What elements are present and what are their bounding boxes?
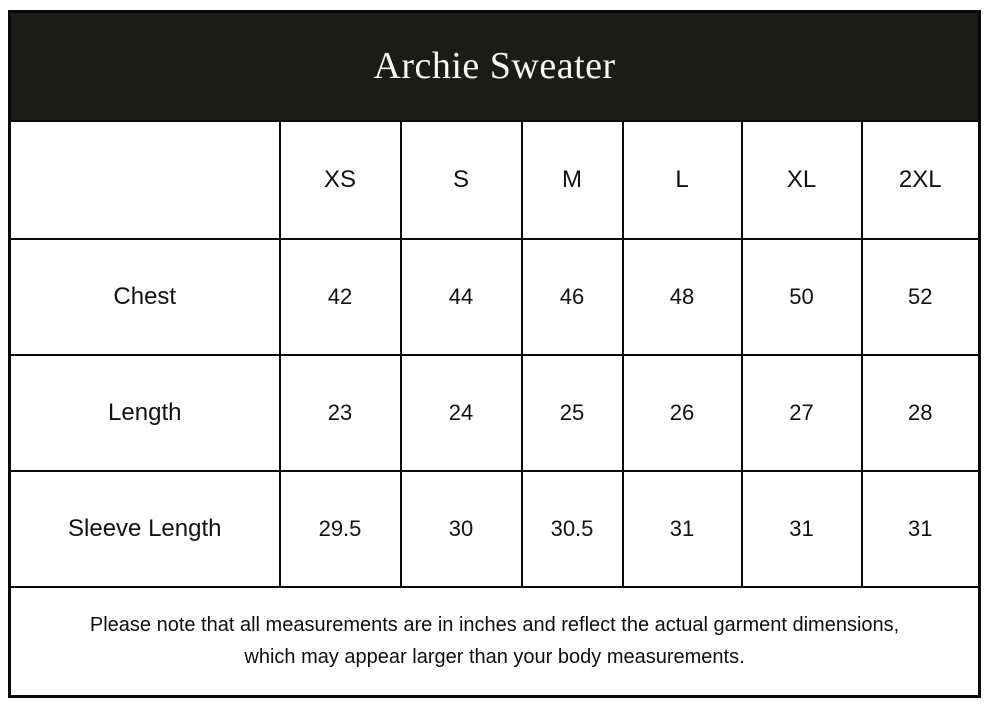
table-row-length <box>10 355 980 471</box>
size-chart-table <box>8 10 981 698</box>
measurement-value: 31 <box>742 471 862 587</box>
corner-cell <box>10 121 280 239</box>
measurement-value: 29.5 <box>280 471 401 587</box>
footnote <box>10 587 980 697</box>
measurement-value: 44 <box>401 239 522 355</box>
measurement-value: 25 <box>522 355 623 471</box>
size-chart <box>8 10 978 697</box>
title-row <box>10 12 980 121</box>
measurement-value: 31 <box>862 471 980 587</box>
table-row-sleeve-length <box>10 471 980 587</box>
measurement-value: 28 <box>862 355 980 471</box>
footnote-row <box>10 587 980 697</box>
size-column-header-l: L <box>623 121 742 239</box>
size-column-header-2xl: 2XL <box>862 121 980 239</box>
measurement-value: 27 <box>742 355 862 471</box>
measurement-value: 26 <box>623 355 742 471</box>
measurement-value: 50 <box>742 239 862 355</box>
row-label-length: Length <box>10 355 280 471</box>
footnote-line: Please note that all measurements are in inches and reflect the actual garment dimensions, <box>89 614 900 637</box>
measurement-value: 46 <box>522 239 623 355</box>
size-column-header-xs: XS <box>280 121 401 239</box>
footnote-line: which may appear larger than your body measurements. <box>244 646 745 669</box>
size-column-header-xl: XL <box>742 121 862 239</box>
measurement-value: 52 <box>862 239 980 355</box>
measurement-value: 30 <box>401 471 522 587</box>
measurement-value: 30.5 <box>522 471 623 587</box>
row-label-chest: Chest <box>10 239 280 355</box>
measurement-value: 24 <box>401 355 522 471</box>
measurement-value: 23 <box>280 355 401 471</box>
title-bar <box>10 12 980 121</box>
table-row-chest <box>10 239 980 355</box>
size-header-row <box>10 121 980 239</box>
row-label-sleeve-length: Sleeve Length <box>10 471 280 587</box>
chart-title: Archie Sweater <box>373 45 616 88</box>
size-column-header-s: S <box>401 121 522 239</box>
measurement-value: 48 <box>623 239 742 355</box>
size-column-header-m: M <box>522 121 623 239</box>
measurement-value: 42 <box>280 239 401 355</box>
measurement-value: 31 <box>623 471 742 587</box>
